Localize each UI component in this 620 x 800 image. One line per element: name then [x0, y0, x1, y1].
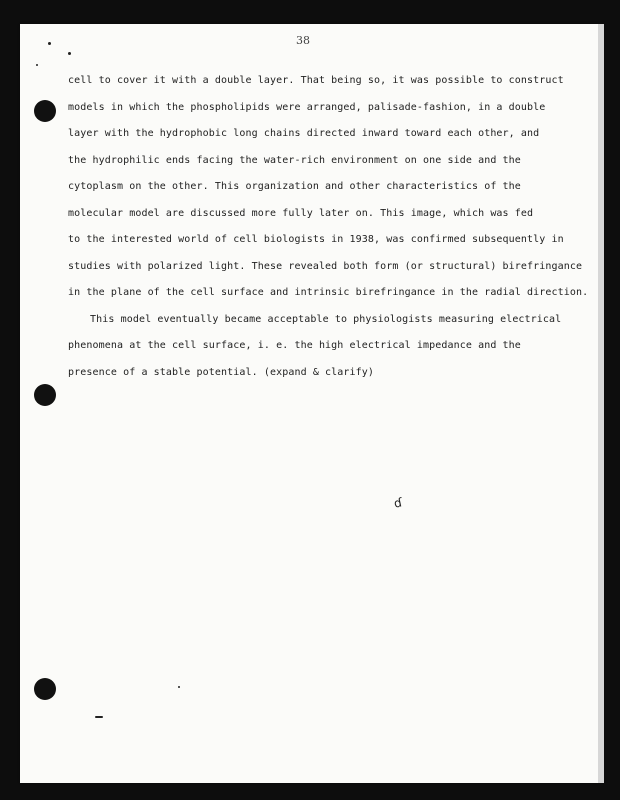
handwritten-mark: ɗ	[392, 495, 404, 511]
ink-speck	[36, 64, 38, 66]
text-line: the hydrophilic ends facing the water-rich environment on one side and the	[68, 154, 521, 166]
ink-speck	[178, 686, 180, 688]
ink-speck	[95, 716, 103, 718]
ink-speck	[68, 52, 71, 55]
ink-speck	[48, 42, 51, 45]
punch-hole-bottom	[34, 678, 56, 700]
text-line: layer with the hydrophobic long chains directed inward toward each other, and	[68, 128, 540, 139]
text-line: in the plane of the cell surface and intrinsic birefringance in the radial direction.	[68, 287, 589, 298]
text-line: cell to cover it with a double layer. That being so, it was possible to construct	[68, 75, 564, 86]
text-line: presence of a stable potential. (expand & clarify)	[68, 366, 375, 378]
text-line: studies with polarized light. These revealed both form (or structural) birefringance	[68, 260, 583, 272]
text-line: molecular model are discussed more fully later on. This image, which was fed	[68, 207, 534, 219]
text-line: phenomena at the cell surface, i. e. the high electrical impedance and the	[68, 340, 521, 351]
punch-hole-top	[34, 100, 56, 122]
document-page	[20, 24, 598, 783]
text-line: cytoplasm on the other. This organization and other characteristics of the	[68, 181, 521, 192]
text-line: to the interested world of cell biologists in 1938, was confirmed subsequently in	[68, 234, 564, 245]
text-line: models in which the phospholipids were arranged, palisade-fashion, in a double	[68, 101, 546, 113]
body-text	[68, 68, 588, 386]
text-line: This model eventually became acceptable to physiologists measuring electrical	[90, 313, 562, 325]
page-number: 38	[296, 34, 310, 47]
page-edge	[598, 24, 604, 783]
punch-hole-middle	[34, 384, 56, 406]
